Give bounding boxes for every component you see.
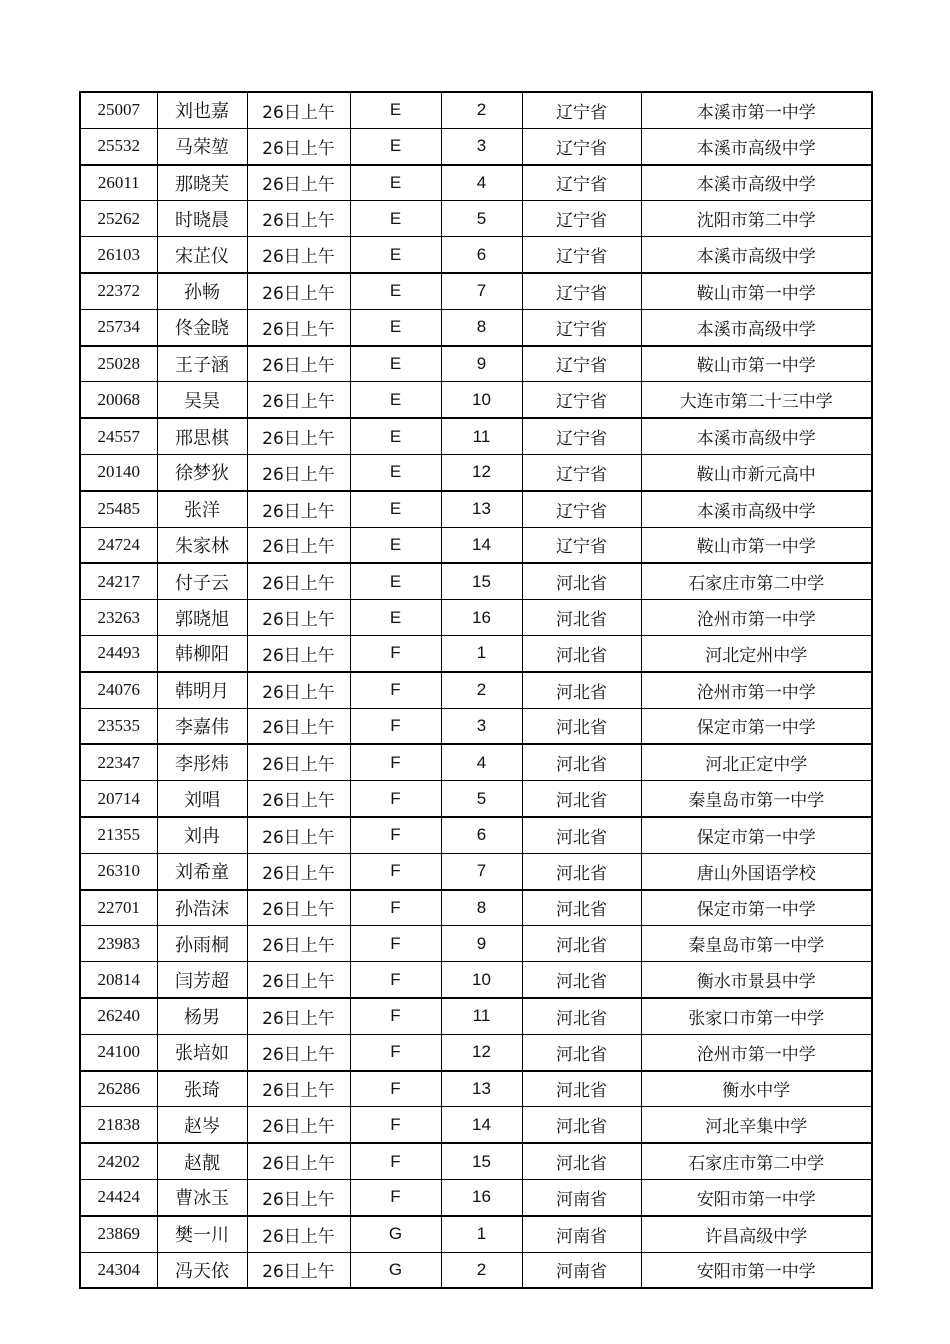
cell-seat: 8 — [441, 890, 522, 926]
cell-seat: 7 — [441, 273, 522, 309]
cell-id: 26286 — [80, 1071, 157, 1107]
cell-seat: 14 — [441, 527, 522, 563]
cell-school: 大连市第二十三中学 — [641, 382, 872, 418]
table-row — [80, 1216, 872, 1252]
table-row — [80, 1252, 872, 1288]
cell-id: 23869 — [80, 1216, 157, 1252]
cell-province: 辽宁省 — [522, 454, 641, 490]
cell-name: 刘也嘉 — [157, 92, 247, 128]
cell-province: 辽宁省 — [522, 128, 641, 164]
cell-school: 鞍山市第一中学 — [641, 273, 872, 309]
cell-group: E — [350, 563, 441, 599]
cell-province: 河北省 — [522, 1143, 641, 1179]
cell-group: F — [350, 1179, 441, 1215]
cell-id: 25734 — [80, 309, 157, 345]
cell-school: 河北定州中学 — [641, 635, 872, 671]
cell-name: 赵岑 — [157, 1107, 247, 1143]
cell-group: F — [350, 853, 441, 889]
cell-group: E — [350, 92, 441, 128]
table-row — [80, 92, 872, 128]
cell-time: 26日上午 — [247, 527, 350, 563]
cell-time: 26日上午 — [247, 201, 350, 237]
cell-id: 20068 — [80, 382, 157, 418]
cell-name: 刘冉 — [157, 817, 247, 853]
cell-name: 徐梦狄 — [157, 454, 247, 490]
cell-seat: 4 — [441, 165, 522, 201]
cell-province: 辽宁省 — [522, 92, 641, 128]
cell-seat: 6 — [441, 237, 522, 273]
cell-time: 26日上午 — [247, 998, 350, 1034]
table-row — [80, 563, 872, 599]
table-row — [80, 201, 872, 237]
cell-id: 24424 — [80, 1179, 157, 1215]
schedule-table — [79, 91, 873, 1289]
cell-seat: 15 — [441, 1143, 522, 1179]
cell-province: 河北省 — [522, 708, 641, 744]
cell-name: 韩明月 — [157, 672, 247, 708]
cell-province: 河北省 — [522, 817, 641, 853]
cell-name: 樊一川 — [157, 1216, 247, 1252]
cell-name: 马荣堃 — [157, 128, 247, 164]
cell-seat: 1 — [441, 1216, 522, 1252]
table-row — [80, 1071, 872, 1107]
cell-name: 孙浩沫 — [157, 890, 247, 926]
cell-time: 26日上午 — [247, 454, 350, 490]
cell-name: 那晓芙 — [157, 165, 247, 201]
cell-time: 26日上午 — [247, 563, 350, 599]
cell-school: 鞍山市第一中学 — [641, 346, 872, 382]
cell-time: 26日上午 — [247, 1216, 350, 1252]
table-row — [80, 491, 872, 527]
cell-group: E — [350, 237, 441, 273]
cell-province: 河南省 — [522, 1216, 641, 1252]
table-row — [80, 1179, 872, 1215]
cell-time: 26日上午 — [247, 1252, 350, 1288]
cell-school: 秦皇岛市第一中学 — [641, 781, 872, 817]
cell-school: 本溪市高级中学 — [641, 418, 872, 454]
cell-name: 时晓晨 — [157, 201, 247, 237]
cell-province: 河北省 — [522, 998, 641, 1034]
cell-school: 张家口市第一中学 — [641, 998, 872, 1034]
table-row — [80, 128, 872, 164]
cell-id: 22701 — [80, 890, 157, 926]
cell-time: 26日上午 — [247, 346, 350, 382]
cell-school: 保定市第一中学 — [641, 817, 872, 853]
cell-group: F — [350, 1107, 441, 1143]
table-row — [80, 309, 872, 345]
table-row — [80, 600, 872, 636]
cell-group: F — [350, 1143, 441, 1179]
cell-id: 21355 — [80, 817, 157, 853]
cell-seat: 10 — [441, 382, 522, 418]
cell-school: 秦皇岛市第一中学 — [641, 926, 872, 962]
cell-province: 河北省 — [522, 962, 641, 998]
cell-name: 付子云 — [157, 563, 247, 599]
cell-seat: 11 — [441, 418, 522, 454]
table-row — [80, 1107, 872, 1143]
cell-time: 26日上午 — [247, 853, 350, 889]
cell-school: 鞍山市新元高中 — [641, 454, 872, 490]
cell-id: 25262 — [80, 201, 157, 237]
cell-school: 本溪市高级中学 — [641, 128, 872, 164]
cell-school: 安阳市第一中学 — [641, 1252, 872, 1288]
cell-province: 河北省 — [522, 781, 641, 817]
cell-time: 26日上午 — [247, 635, 350, 671]
cell-group: E — [350, 382, 441, 418]
cell-id: 25532 — [80, 128, 157, 164]
table-row — [80, 382, 872, 418]
cell-seat: 11 — [441, 998, 522, 1034]
cell-seat: 2 — [441, 92, 522, 128]
cell-province: 河北省 — [522, 744, 641, 780]
cell-seat: 5 — [441, 781, 522, 817]
cell-id: 23263 — [80, 600, 157, 636]
cell-id: 20140 — [80, 454, 157, 490]
cell-name: 李彤炜 — [157, 744, 247, 780]
table-row — [80, 418, 872, 454]
cell-school: 河北辛集中学 — [641, 1107, 872, 1143]
cell-group: F — [350, 635, 441, 671]
cell-id: 24304 — [80, 1252, 157, 1288]
cell-school: 本溪市高级中学 — [641, 237, 872, 273]
cell-time: 26日上午 — [247, 491, 350, 527]
cell-seat: 9 — [441, 926, 522, 962]
cell-name: 刘唱 — [157, 781, 247, 817]
table-row — [80, 853, 872, 889]
cell-name: 宋芷仪 — [157, 237, 247, 273]
cell-school: 衡水中学 — [641, 1071, 872, 1107]
cell-time: 26日上午 — [247, 309, 350, 345]
cell-name: 佟金晓 — [157, 309, 247, 345]
cell-group: F — [350, 926, 441, 962]
cell-school: 保定市第一中学 — [641, 890, 872, 926]
cell-name: 吴昊 — [157, 382, 247, 418]
cell-name: 朱家林 — [157, 527, 247, 563]
cell-seat: 9 — [441, 346, 522, 382]
cell-name: 张琦 — [157, 1071, 247, 1107]
cell-time: 26日上午 — [247, 1143, 350, 1179]
cell-seat: 3 — [441, 128, 522, 164]
cell-id: 25007 — [80, 92, 157, 128]
cell-time: 26日上午 — [247, 273, 350, 309]
cell-seat: 16 — [441, 1179, 522, 1215]
cell-group: F — [350, 1071, 441, 1107]
cell-name: 杨男 — [157, 998, 247, 1034]
cell-group: E — [350, 454, 441, 490]
cell-group: E — [350, 491, 441, 527]
cell-seat: 8 — [441, 309, 522, 345]
cell-id: 24217 — [80, 563, 157, 599]
cell-id: 26310 — [80, 853, 157, 889]
cell-seat: 12 — [441, 1034, 522, 1070]
cell-province: 河北省 — [522, 890, 641, 926]
cell-seat: 4 — [441, 744, 522, 780]
cell-name: 李嘉伟 — [157, 708, 247, 744]
cell-id: 24202 — [80, 1143, 157, 1179]
cell-province: 辽宁省 — [522, 201, 641, 237]
cell-id: 24100 — [80, 1034, 157, 1070]
cell-group: F — [350, 1034, 441, 1070]
cell-id: 25485 — [80, 491, 157, 527]
cell-school: 本溪市高级中学 — [641, 491, 872, 527]
cell-school: 石家庄市第二中学 — [641, 1143, 872, 1179]
cell-name: 刘希童 — [157, 853, 247, 889]
cell-seat: 2 — [441, 672, 522, 708]
cell-group: F — [350, 781, 441, 817]
cell-school: 本溪市高级中学 — [641, 165, 872, 201]
cell-time: 26日上午 — [247, 744, 350, 780]
cell-time: 26日上午 — [247, 781, 350, 817]
cell-school: 唐山外国语学校 — [641, 853, 872, 889]
cell-seat: 6 — [441, 817, 522, 853]
table-row — [80, 998, 872, 1034]
table-row — [80, 962, 872, 998]
cell-name: 赵靓 — [157, 1143, 247, 1179]
cell-id: 22347 — [80, 744, 157, 780]
cell-id: 22372 — [80, 273, 157, 309]
cell-group: F — [350, 817, 441, 853]
cell-group: E — [350, 600, 441, 636]
cell-school: 河北正定中学 — [641, 744, 872, 780]
cell-school: 鞍山市第一中学 — [641, 527, 872, 563]
cell-time: 26日上午 — [247, 817, 350, 853]
cell-group: F — [350, 998, 441, 1034]
cell-province: 辽宁省 — [522, 346, 641, 382]
cell-group: F — [350, 708, 441, 744]
cell-time: 26日上午 — [247, 1107, 350, 1143]
table-row — [80, 890, 872, 926]
cell-province: 辽宁省 — [522, 273, 641, 309]
cell-province: 辽宁省 — [522, 491, 641, 527]
cell-name: 曹冰玉 — [157, 1179, 247, 1215]
table-row — [80, 635, 872, 671]
table-row — [80, 237, 872, 273]
cell-id: 21838 — [80, 1107, 157, 1143]
cell-province: 辽宁省 — [522, 309, 641, 345]
cell-time: 26日上午 — [247, 128, 350, 164]
cell-school: 沈阳市第二中学 — [641, 201, 872, 237]
cell-province: 辽宁省 — [522, 382, 641, 418]
cell-id: 25028 — [80, 346, 157, 382]
cell-province: 辽宁省 — [522, 237, 641, 273]
table-row — [80, 165, 872, 201]
cell-time: 26日上午 — [247, 962, 350, 998]
cell-seat: 13 — [441, 491, 522, 527]
cell-group: F — [350, 962, 441, 998]
table-row — [80, 926, 872, 962]
cell-time: 26日上午 — [247, 890, 350, 926]
cell-school: 沧州市第一中学 — [641, 600, 872, 636]
cell-province: 河南省 — [522, 1179, 641, 1215]
cell-group: E — [350, 309, 441, 345]
table-row — [80, 817, 872, 853]
cell-time: 26日上午 — [247, 600, 350, 636]
cell-name: 张洋 — [157, 491, 247, 527]
cell-seat: 3 — [441, 708, 522, 744]
cell-time: 26日上午 — [247, 708, 350, 744]
table-row — [80, 527, 872, 563]
cell-time: 26日上午 — [247, 92, 350, 128]
cell-name: 张培如 — [157, 1034, 247, 1070]
table-row — [80, 708, 872, 744]
cell-id: 26103 — [80, 237, 157, 273]
cell-school: 沧州市第一中学 — [641, 672, 872, 708]
cell-seat: 15 — [441, 563, 522, 599]
cell-seat: 13 — [441, 1071, 522, 1107]
cell-school: 本溪市第一中学 — [641, 92, 872, 128]
cell-group: G — [350, 1252, 441, 1288]
cell-name: 孙雨桐 — [157, 926, 247, 962]
cell-group: G — [350, 1216, 441, 1252]
cell-province: 河北省 — [522, 926, 641, 962]
cell-school: 沧州市第一中学 — [641, 1034, 872, 1070]
cell-province: 河北省 — [522, 1107, 641, 1143]
cell-seat: 1 — [441, 635, 522, 671]
table-row — [80, 781, 872, 817]
cell-id: 24493 — [80, 635, 157, 671]
cell-school: 安阳市第一中学 — [641, 1179, 872, 1215]
cell-seat: 10 — [441, 962, 522, 998]
cell-name: 孙畅 — [157, 273, 247, 309]
cell-school: 石家庄市第二中学 — [641, 563, 872, 599]
cell-id: 26240 — [80, 998, 157, 1034]
cell-school: 本溪市高级中学 — [641, 309, 872, 345]
cell-group: E — [350, 128, 441, 164]
cell-time: 26日上午 — [247, 237, 350, 273]
cell-group: E — [350, 201, 441, 237]
cell-group: E — [350, 273, 441, 309]
cell-id: 24557 — [80, 418, 157, 454]
cell-province: 河北省 — [522, 563, 641, 599]
cell-name: 冯天依 — [157, 1252, 247, 1288]
schedule-rows — [80, 92, 872, 1288]
cell-time: 26日上午 — [247, 165, 350, 201]
cell-school: 保定市第一中学 — [641, 708, 872, 744]
cell-id: 23983 — [80, 926, 157, 962]
cell-id: 26011 — [80, 165, 157, 201]
cell-province: 辽宁省 — [522, 527, 641, 563]
cell-seat: 5 — [441, 201, 522, 237]
cell-name: 闫芳超 — [157, 962, 247, 998]
cell-school: 衡水市景县中学 — [641, 962, 872, 998]
cell-time: 26日上午 — [247, 418, 350, 454]
cell-province: 河南省 — [522, 1252, 641, 1288]
cell-group: F — [350, 890, 441, 926]
cell-seat: 16 — [441, 600, 522, 636]
cell-seat: 7 — [441, 853, 522, 889]
cell-id: 24724 — [80, 527, 157, 563]
table-row — [80, 454, 872, 490]
table-row — [80, 273, 872, 309]
cell-province: 河北省 — [522, 853, 641, 889]
cell-school: 许昌高级中学 — [641, 1216, 872, 1252]
cell-province: 河北省 — [522, 1071, 641, 1107]
cell-group: E — [350, 418, 441, 454]
table-row — [80, 672, 872, 708]
cell-time: 26日上午 — [247, 926, 350, 962]
cell-time: 26日上午 — [247, 1034, 350, 1070]
cell-time: 26日上午 — [247, 1071, 350, 1107]
table-row — [80, 1143, 872, 1179]
cell-name: 邢思棋 — [157, 418, 247, 454]
table-row — [80, 1034, 872, 1070]
cell-name: 王子涵 — [157, 346, 247, 382]
cell-group: E — [350, 346, 441, 382]
cell-time: 26日上午 — [247, 1179, 350, 1215]
cell-id: 20814 — [80, 962, 157, 998]
cell-province: 河北省 — [522, 1034, 641, 1070]
cell-province: 辽宁省 — [522, 165, 641, 201]
cell-group: E — [350, 527, 441, 563]
table-row — [80, 346, 872, 382]
cell-group: F — [350, 672, 441, 708]
cell-group: E — [350, 165, 441, 201]
cell-id: 24076 — [80, 672, 157, 708]
cell-seat: 12 — [441, 454, 522, 490]
cell-province: 河北省 — [522, 635, 641, 671]
cell-id: 20714 — [80, 781, 157, 817]
cell-group: F — [350, 744, 441, 780]
cell-province: 河北省 — [522, 600, 641, 636]
table-row — [80, 744, 872, 780]
cell-name: 韩柳阳 — [157, 635, 247, 671]
cell-name: 郭晓旭 — [157, 600, 247, 636]
cell-seat: 2 — [441, 1252, 522, 1288]
cell-province: 河北省 — [522, 672, 641, 708]
cell-time: 26日上午 — [247, 382, 350, 418]
cell-province: 辽宁省 — [522, 418, 641, 454]
cell-time: 26日上午 — [247, 672, 350, 708]
cell-id: 23535 — [80, 708, 157, 744]
cell-seat: 14 — [441, 1107, 522, 1143]
